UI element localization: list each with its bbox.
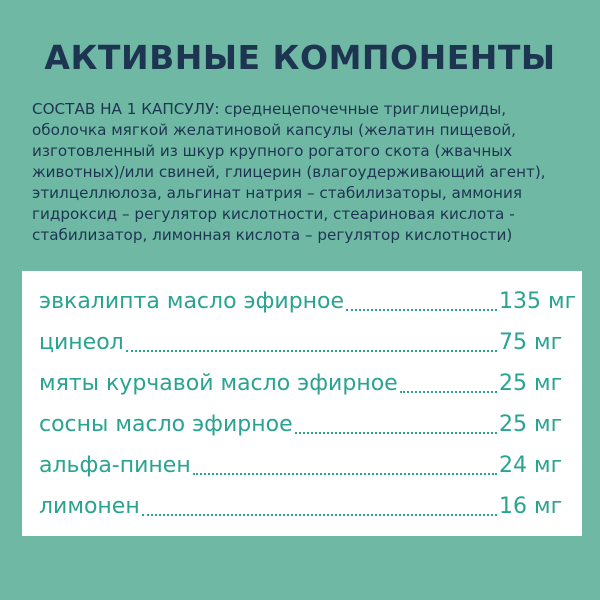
dot-leader [400,391,497,393]
composition-line: этилцеллюлоза, альгинат натрия – стабилизаторы, аммония [32,184,522,202]
component-row [39,488,563,522]
component-amount: 75 мг [499,330,563,355]
composition-line: СОСТАВ НА 1 КАПСУЛУ: среднецепочечные триглицериды, [32,100,507,118]
component-row [39,406,563,440]
component-amount: 25 мг [499,412,563,437]
component-name: мяты курчавой масло эфирное [39,371,398,396]
component-row [39,283,577,317]
composition-line: животных)/или свиней, глицерин (влагоудерживающий агент), [32,163,546,181]
component-name: альфа-пинен [39,453,191,478]
component-row [39,447,563,481]
dot-leader [295,432,497,434]
composition-line: гидроксид – регулятор кислотности, стеариновая кислота - [32,205,515,223]
dot-leader [142,514,497,516]
component-name: эвкалипта масло эфирное [39,289,345,314]
composition-line: изготовленный из шкур крупного рогатого скота (жвачных [32,142,513,160]
dot-leader [193,473,497,475]
component-row [39,365,563,399]
composition-text [32,99,577,246]
component-amount: 16 мг [499,494,563,519]
composition-line: стабилизатор, лимонная кислота – регулятор кислотности) [32,226,513,244]
component-name: цинеол [39,330,124,355]
dot-leader [346,309,497,311]
component-name: сосны масло эфирное [39,412,293,437]
component-name: лимонен [39,494,140,519]
composition-line: оболочка мягкой желатиновой капсулы (желатин пищевой, [32,121,516,139]
page-title: АКТИВНЫЕ КОМПОНЕНТЫ [44,38,556,77]
component-row [39,324,563,358]
component-amount: 25 мг [499,371,563,396]
components-panel [22,271,582,536]
component-amount: 24 мг [499,453,563,478]
dot-leader [126,350,497,352]
component-amount: 135 мг [499,289,577,314]
